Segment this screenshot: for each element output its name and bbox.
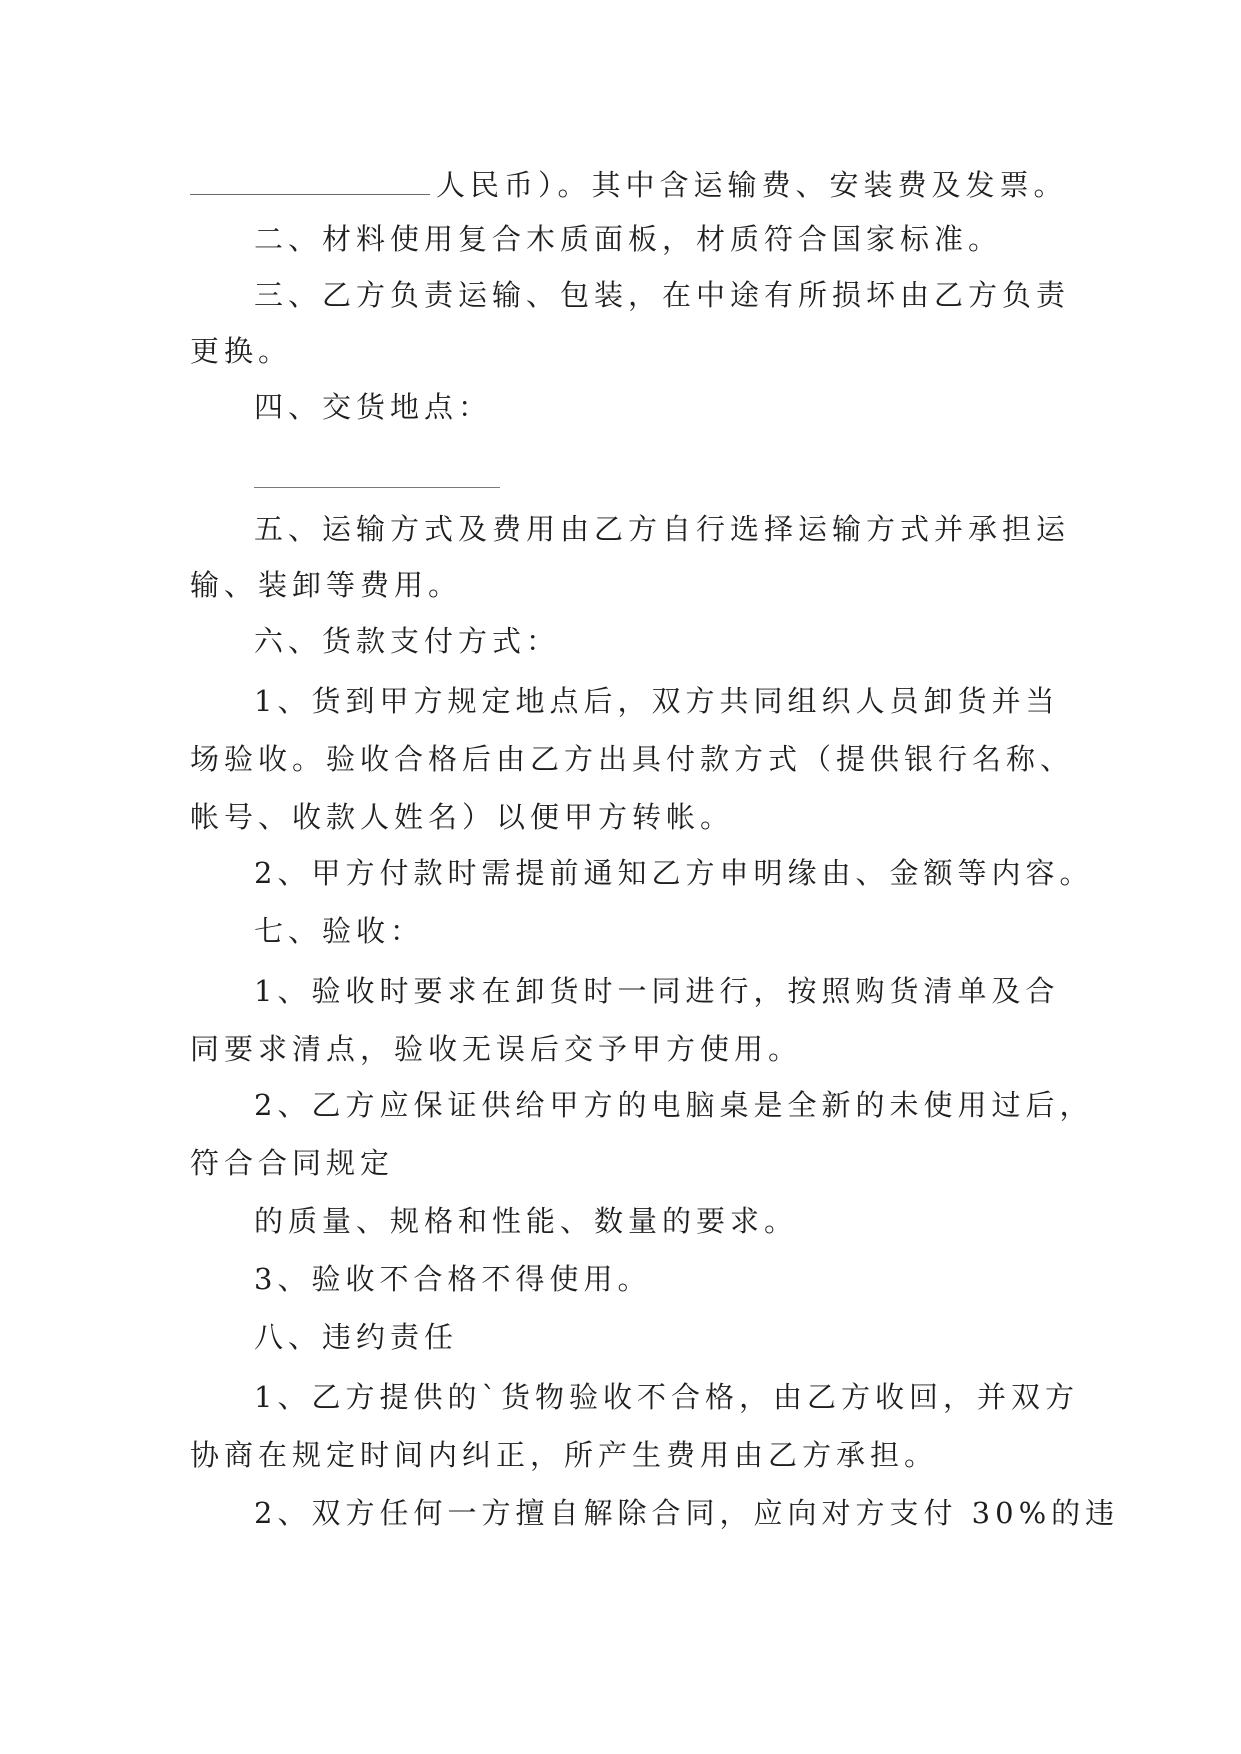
clause-7-item-1-cont: 同要求清点，验收无误后交予甲方使用。: [190, 1032, 803, 1066]
clause-7-item-2-cont2: 的质量、规格和性能、数量的要求。: [254, 1204, 799, 1238]
clause-7-item-3: 3、验收不合格不得使用。: [254, 1262, 652, 1296]
clause-8-item-1-cont: 协商在规定时间内纠正，所产生费用由乙方承担。: [190, 1438, 939, 1472]
clause-6-payment: 六、货款支付方式：: [254, 624, 561, 658]
clause-8-item-2: 2、双方任何一方擅自解除合同，应向对方支付 30%的违: [254, 1496, 1120, 1530]
clause-6-item-1: 1、货到甲方规定地点后，双方共同组织人员卸货并当: [254, 684, 1060, 718]
clause-2-materials: 二、材料使用复合木质面板，材质符合国家标准。: [254, 222, 1003, 256]
clause-4-delivery-place: 四、交货地点：: [254, 390, 493, 424]
clause-8-item-1: 1、乙方提供的`货物验收不合格，由乙方收回，并双方: [254, 1380, 1079, 1414]
blank-underline-amount: [190, 168, 430, 195]
clause-6-item-1-cont: 场验收。验收合格后由乙方出具付款方式（提供银行名称、: [190, 742, 1075, 776]
clause-5-shipping-cont: 输、装卸等费用。: [190, 568, 463, 602]
blank-underline-delivery-place: [254, 487, 500, 488]
clause-7-item-2: 2、乙方应保证供给甲方的电脑桌是全新的未使用过后，: [254, 1088, 1094, 1122]
clause-6-item-1-cont2: 帐号、收款人姓名）以便甲方转帐。: [190, 800, 735, 834]
clause-7-item-1: 1、验收时要求在卸货时一同进行，按照购货清单及合: [254, 974, 1060, 1008]
clause-6-item-2: 2、甲方付款时需提前通知乙方申明缘由、金额等内容。: [254, 856, 1094, 890]
clause-5-shipping: 五、运输方式及费用由乙方自行选择运输方式并承担运: [254, 512, 1071, 546]
line-text: 人民币）。其中含运输费、安装费及发票。: [436, 168, 1068, 202]
clause-3-transport-cont: 更换。: [190, 334, 293, 368]
clause-8-liability: 八、违约责任: [254, 1320, 459, 1354]
clause-7-item-2-cont: 符合合同规定: [190, 1146, 395, 1180]
clause-3-transport: 三、乙方负责运输、包装，在中途有所损坏由乙方负责: [254, 278, 1071, 312]
paragraph-line-price: [190, 160, 1241, 210]
clause-7-acceptance: 七、验收：: [254, 914, 425, 948]
